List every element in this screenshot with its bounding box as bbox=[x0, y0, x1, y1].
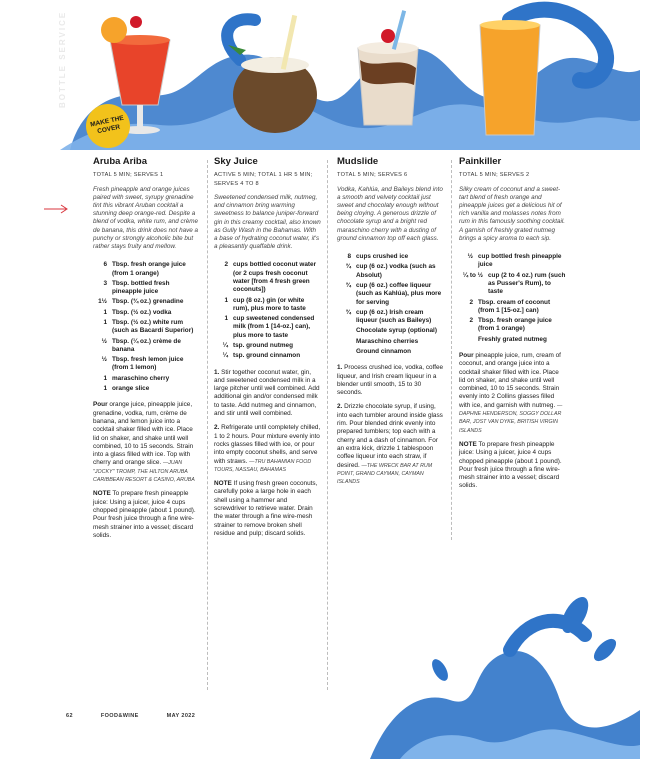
ingredient-text: cup bottled fresh pineapple juice bbox=[478, 253, 562, 269]
ingredient-qty: 1 bbox=[103, 319, 107, 326]
step-lead: 2. bbox=[337, 403, 343, 411]
ingredient-qty: ½ bbox=[467, 253, 473, 261]
ingredient-qty: 1 bbox=[103, 385, 107, 393]
ingredient-text: cups crushed ice bbox=[356, 253, 409, 261]
ingredient-text: Freshly grated nutmeg bbox=[478, 335, 547, 343]
ingredient bbox=[93, 319, 200, 336]
ingredient-qty: 2 bbox=[469, 298, 473, 306]
ingredient-text: cup sweetened condensed milk (from 1 [14-oz.] can), plus more to taste bbox=[233, 315, 315, 339]
ingredient-text: Maraschino cherries bbox=[356, 337, 419, 345]
ingredient-text: maraschino cherry bbox=[112, 374, 170, 382]
note-lead: NOTE bbox=[459, 440, 477, 448]
note-text: If using fresh green coconuts, carefully poke a large hole in each shell using a hammer and screwdriver to retrieve water. Drain the water through a fine wire-mesh strainer to remove broken shell residue and pulp; discard solids. bbox=[214, 480, 318, 537]
ingredient-text: Tbsp. (½ oz.) white rum (such as Bacardí Superior) bbox=[112, 319, 194, 335]
ingredient-qty bbox=[459, 336, 478, 344]
recipe-credit: —JUAN "JOCKY" TROMP, THE HILTON ARUBA CARIBBEAN RESORT & CASINO, ARUBA bbox=[93, 460, 195, 484]
ingredient-text: tsp. ground nutmeg bbox=[233, 341, 293, 349]
ingredient bbox=[93, 385, 200, 393]
splash-droplet bbox=[590, 635, 620, 665]
ingredient-qty: ¼ bbox=[222, 352, 228, 360]
note-text: To prepare fresh pineapple juice: Using a juicer, juice 4 cups chopped pineapple (about 1 pound). Pour fresh juice through a fine wire-mesh strainer into a vessel; discard solids. bbox=[93, 490, 196, 539]
ingredient bbox=[214, 315, 321, 340]
ingredient bbox=[337, 338, 444, 346]
ingredient-qty bbox=[337, 348, 356, 356]
note-text: To prepare fresh pineapple juice: Using a juicer, juice 4 cups chopped pineapple (about 1 pound). Pour fresh juice through a fine wire-mesh strainer into a vessel; discard solids. bbox=[459, 440, 562, 490]
ingredient-qty: ¼ to ½ bbox=[462, 271, 483, 279]
ingredient-qty: 2 bbox=[469, 317, 473, 325]
ingredient bbox=[214, 352, 321, 360]
step-lead: Pour bbox=[459, 351, 474, 359]
ingredient-list bbox=[459, 253, 566, 344]
column-divider bbox=[451, 160, 452, 540]
step-text: Refrigerate until completely chilled, 1 to 2 hours. Pour mixture evenly into rocks glasses filled with ice, or pour into empty coconut shells, and serve with straws. bbox=[214, 424, 321, 465]
note-lead: NOTE bbox=[214, 480, 232, 488]
page-number: 62 bbox=[66, 713, 73, 719]
ingredient bbox=[337, 309, 444, 326]
ingredient-qty: 8 bbox=[347, 253, 351, 261]
recipe-intro: Vodka, Kahlúa, and Baileys blend into a smooth and velvety cocktail just sweet and chocolaty enough without being cloying. A generous drizzle of chocolate syrup and a bright red maraschino cherry with a dusting of ground cinnamon top off each glass. bbox=[337, 185, 443, 242]
ingredient bbox=[337, 348, 444, 356]
ingredient-qty: 1 bbox=[103, 308, 107, 316]
ingredient-qty: ¼ bbox=[222, 341, 228, 349]
ingredient bbox=[459, 317, 566, 334]
make-the-cover-badge: MAKE THE COVER bbox=[82, 100, 134, 152]
mudslide-glass bbox=[358, 10, 418, 125]
ingredient-text: Tbsp. (¼ oz.) crème de banana bbox=[112, 337, 181, 353]
ingredient-qty: ½ bbox=[101, 356, 107, 364]
ingredient-text: Tbsp. (¾ oz.) grenadine bbox=[112, 298, 184, 306]
ingredient-list bbox=[214, 261, 321, 360]
recipe-step bbox=[93, 401, 200, 484]
recipe-mudslide bbox=[337, 158, 444, 492]
ingredient-qty: 1 bbox=[224, 296, 228, 304]
recipe-credit: —TRU BAHAMIAN FOOD TOURS, NASSAU, BAHAMAS bbox=[214, 458, 312, 473]
recipe-intro: Silky cream of coconut and a sweet-tart blend of fresh orange and pineapple juices get a delicious hit of rich vanilla and molasses notes from rum in this famously soothing cocktail. A garnish of freshly grated nutmeg brings a spicy aroma to each sip. bbox=[459, 185, 566, 242]
ingredient bbox=[337, 282, 444, 307]
recipe-note bbox=[214, 480, 321, 538]
ingredient-text: Tbsp. cream of coconut (from 1 [15-oz.] can) bbox=[478, 298, 551, 314]
page-footer bbox=[66, 713, 221, 719]
ingredient-text: Chocolate syrup (optional) bbox=[356, 327, 437, 335]
ingredient-text: Tbsp. fresh orange juice (from 1 orange) bbox=[112, 261, 186, 277]
recipe-painkiller bbox=[459, 158, 566, 491]
arrow-icon bbox=[44, 204, 70, 214]
ingredient-qty: ½ bbox=[101, 337, 107, 345]
splash-arc bbox=[510, 621, 585, 650]
ingredient bbox=[93, 375, 200, 383]
ingredient-text: Tbsp. (½ oz.) vodka bbox=[112, 308, 172, 316]
ingredient-qty: ¾ bbox=[345, 281, 351, 289]
ingredient-qty bbox=[337, 338, 356, 346]
ingredient-qty: 1 bbox=[224, 315, 228, 323]
recipe-sky-juice bbox=[214, 158, 321, 538]
ingredient-text: cup (8 oz.) gin (or white rum), plus more to taste bbox=[233, 296, 306, 312]
sky-juice-coconut bbox=[228, 15, 317, 133]
issue-date: MAY 2022 bbox=[166, 713, 196, 719]
step-lead: 1. bbox=[337, 364, 343, 372]
ingredient bbox=[337, 253, 444, 261]
recipe-meta: TOTAL 5 MIN; SERVES 6 bbox=[337, 172, 408, 179]
recipe-aruba-ariba bbox=[93, 158, 200, 540]
splash-droplet bbox=[429, 657, 451, 684]
recipe-note bbox=[459, 441, 566, 491]
column-divider bbox=[207, 160, 208, 690]
ingredient-text: cup (2 to 4 oz.) rum (such as Pusser's Rum), to taste bbox=[488, 271, 566, 296]
recipe-intro: Fresh pineapple and orange juices paired with sweet, syrupy grenadine tint this vibrant Aruban cocktail a stunning deep orange-red. Despite a blend of vodka, white rum, and crème de banana, this drink does not have a punchy or strongly alcoholic bite but rather stays fruity and mellow. bbox=[93, 185, 199, 251]
splash-illustration bbox=[330, 560, 640, 759]
ingredient-text: cups bottled coconut water (or 2 cups fresh coconut water [from 4 fresh green coconuts]) bbox=[233, 261, 317, 294]
ingredient bbox=[214, 342, 321, 350]
step-lead: Pour bbox=[93, 401, 108, 409]
recipe-intro: Sweetened condensed milk, nutmeg, and cinnamon bring warming sweetness to balance juniper-forward gin in this creamy cocktail, also known as Gully Wash in the Bahamas. With a base of hydrating coconut water, it's a pleasantly quaffable drink. bbox=[214, 193, 321, 251]
ingredient-qty: 3 bbox=[103, 279, 107, 287]
step-text: pineapple juice, rum, cream of coconut, and orange juice into a cocktail shaker filled with ice. Place lid on shaker, and shake until well combined, 10 to 15 seconds. Strain evenly into 2 Collins glasses filled with ice, and garnish with nutmeg. bbox=[459, 351, 561, 409]
ingredient-qty: ¾ bbox=[345, 308, 351, 316]
ingredient bbox=[93, 338, 200, 355]
ingredient bbox=[93, 261, 200, 278]
ingredient-text: cup (6 oz.) Irish cream liqueur (such as Baileys) bbox=[356, 308, 432, 325]
recipe-step bbox=[214, 369, 321, 419]
ingredient bbox=[459, 299, 566, 316]
recipe-note bbox=[93, 490, 200, 540]
ingredient bbox=[214, 261, 321, 294]
recipe-title: Sky Juice bbox=[214, 156, 258, 167]
ingredient bbox=[93, 298, 200, 306]
recipe-step bbox=[459, 352, 566, 435]
ingredient-qty bbox=[337, 327, 356, 335]
step-text: Drizzle chocolate syrup, if using, into each tumbler around inside glass rim. Pour blended drink evenly into prepared tumblers; top each with a cherry and a dash of cinnamon. For an extra kick, drizzle 1 tablespoon coffee liqueur into each straw, if desired. bbox=[337, 403, 443, 469]
note-lead: NOTE bbox=[93, 490, 111, 498]
ingredient-text: orange slice bbox=[112, 385, 150, 393]
ingredient-text: Tbsp. bottled fresh pineapple juice bbox=[112, 279, 170, 296]
recipe-title: Painkiller bbox=[459, 156, 502, 167]
ingredient-text: cup (6 oz.) coffee liqueur (such as Kahlúa), plus more for serving bbox=[356, 281, 442, 306]
step-lead: 1. bbox=[214, 368, 220, 376]
ingredient bbox=[337, 327, 444, 335]
ingredient-qty: 6 bbox=[103, 261, 107, 269]
step-text: Process crushed ice, vodka, coffee liqueur, and Irish cream liqueur in a blender until smooth, 15 to 30 seconds. bbox=[337, 364, 444, 397]
step-text: orange juice, pineapple juice, grenadine, vodka, rum, crème de banana, and lemon juice into a cocktail shaker filled with ice. Place lid on shaker, and shake until well combined, 10 to 15 seconds. Strain into a glass filled with ice. Top with cherry and orange slice. bbox=[93, 401, 194, 467]
recipe-meta: TOTAL 5 MIN; SERVES 1 bbox=[93, 172, 164, 179]
ingredient bbox=[459, 336, 566, 344]
ingredient-text: Tbsp. fresh orange juice (from 1 orange) bbox=[478, 317, 552, 333]
ingredient bbox=[93, 280, 200, 297]
ingredient-text: tsp. ground cinnamon bbox=[233, 352, 301, 360]
recipe-title: Mudslide bbox=[337, 156, 379, 167]
ingredient-list bbox=[93, 261, 200, 393]
recipe-step bbox=[337, 403, 444, 486]
recipe-meta: TOTAL 5 MIN; SERVES 2 bbox=[459, 172, 530, 179]
ingredient-text: Ground cinnamon bbox=[356, 347, 412, 355]
step-lead: 2. bbox=[214, 424, 220, 432]
ingredient bbox=[337, 263, 444, 280]
ingredient bbox=[459, 253, 566, 270]
ingredient bbox=[214, 297, 321, 314]
ingredient-text: cup (6 oz.) vodka (such as Absolut) bbox=[356, 263, 436, 279]
step-text: Stir together coconut water, gin, and sweetened condensed milk in a large pitcher until well combined. Add additional gin and/or condensed milk to taste. Add nutmeg and cinnamon, and stir until well combined. bbox=[214, 368, 320, 418]
recipe-step bbox=[214, 424, 321, 474]
ingredient-text: Tbsp. fresh lemon juice (from 1 lemon) bbox=[112, 356, 184, 372]
column-divider bbox=[327, 160, 328, 690]
ingredient bbox=[93, 356, 200, 373]
painkiller-glass bbox=[480, 20, 540, 135]
ingredient-list bbox=[337, 253, 444, 356]
recipe-step bbox=[337, 364, 444, 397]
ingredient-qty: ¾ bbox=[345, 263, 351, 271]
recipe-title: Aruba Ariba bbox=[93, 156, 148, 167]
recipe-meta: ACTIVE 5 MIN; TOTAL 1 HR 5 MIN; SERVES 4 TO 8 bbox=[214, 172, 313, 187]
magazine-brand: FOOD&WINE bbox=[100, 713, 139, 719]
ingredient bbox=[459, 272, 566, 297]
section-label: BOTTLE SERVICE bbox=[58, 10, 67, 108]
ingredient-qty: 2 bbox=[224, 261, 228, 269]
recipe-credit: —THE WRECK BAR AT RUM POINT, GRAND CAYMAN, CAYMAN ISLANDS bbox=[337, 462, 433, 486]
ingredient-qty: 1 bbox=[103, 374, 107, 382]
ingredient bbox=[93, 309, 200, 317]
ingredient-qty: 1½ bbox=[98, 298, 107, 306]
recipe-credit: —DAPHNE HENDERSON, SOGGY DOLLAR BAR, JOST VAN DYKE, BRITISH VIRGIN ISLANDS bbox=[459, 402, 563, 434]
